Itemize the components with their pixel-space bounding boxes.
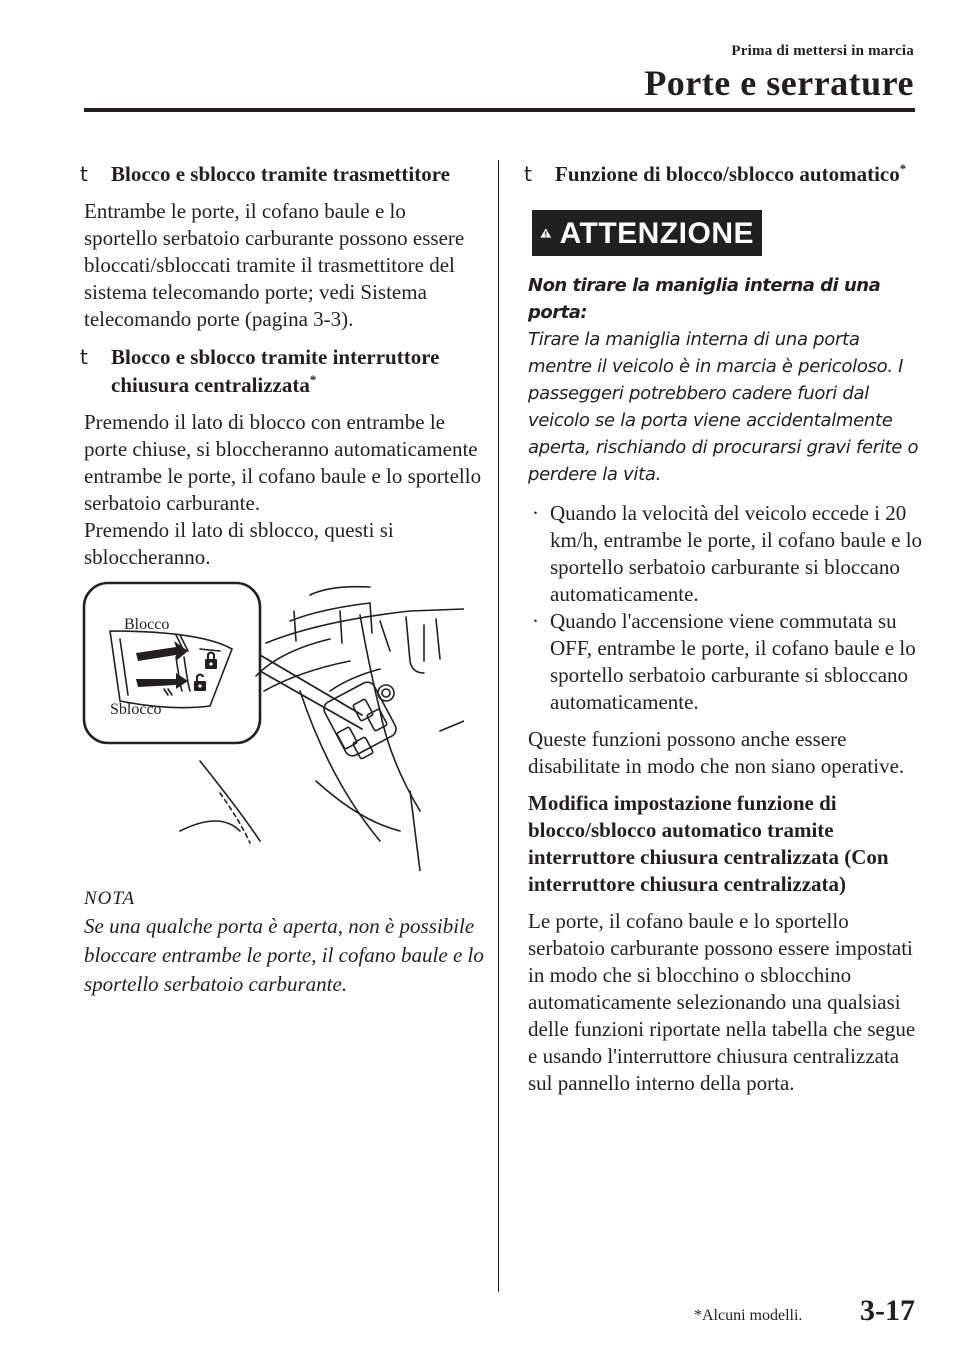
heading-marker: t — [80, 162, 88, 186]
label-lock: Blocco — [124, 616, 170, 633]
heading-marker: t — [524, 162, 532, 186]
right-column — [524, 160, 923, 1107]
warning-label: ATTENZIONE — [559, 216, 754, 250]
heading-text: Blocco e sblocco tramite trasmettitore — [111, 162, 450, 186]
paragraph-disable: Queste funzioni possono anche essere disabilitate in modo che non siano operative. — [528, 727, 905, 778]
list-item-text: Quando la velocità del veicolo eccede i 20 km/h, entrambe le porte, il cofano baule e lo sportello serbatoio carburante si bloccano automaticamente. — [550, 501, 923, 606]
header-rule — [84, 108, 915, 112]
warning-text: Tirare la maniglia interna di una porta mentre il veicolo è in marcia è pericoloso. I passeggeri potrebbero cadere fuori dal veicolo se la porta viene accidentalmente aperta, rischiando di procurarsi gravi ferite o perdere la vita. — [528, 329, 919, 485]
asterisk: * — [309, 372, 317, 387]
heading-auto-lock — [524, 160, 923, 188]
paragraph-transmitter: Entrambe le porte, il cofano baule e lo sportello serbatoio carburante possono essere bloccati/sbloccati tramite il trasmettitore del sistema telecomando porte; vedi Sistema telecomando porte (pagina 3-3). — [84, 199, 465, 331]
heading-transmitter-lock — [80, 160, 484, 188]
section-label: Prima di mettersi in marcia — [731, 43, 914, 59]
paragraph-central-unlock: Premendo il lato di sblocco, questi si sbloccheranno. — [84, 518, 394, 569]
column-divider — [498, 160, 499, 1292]
chapter-title: Porte e serrature — [644, 63, 914, 103]
bullet-list — [528, 500, 923, 716]
list-item-text: Quando l'accensione viene commutata su OFF, entrambe le porte, il cofano baule e lo sportello serbatoio carburante si sbloccano automaticamente. — [550, 609, 916, 714]
heading-text: Funzione di blocco/sblocco automatico — [555, 162, 900, 186]
warning-badge — [532, 210, 762, 256]
list-item — [528, 500, 923, 608]
bullet-dot: · — [532, 501, 539, 525]
subheading-change-setting: Modifica impostazione funzione di blocco/sblocco automatico tramite interruttore chiusura centralizzata (Con interruttore chiusura centralizzata) — [528, 791, 889, 896]
list-item — [528, 608, 923, 716]
heading-text: Blocco e sblocco tramite interruttore chiusura centralizzata — [111, 345, 440, 397]
page-number: 3-17 — [860, 1294, 915, 1327]
label-unlock: Sblocco — [110, 701, 162, 718]
paragraph-setting: Le porte, il cofano baule e lo sportello serbatoio carburante possono essere impostati in modo che si blocchino o sblocchino automaticamente selezionando una qualsiasi delle funzioni riportate nella tabella che segue e usando l'interruttore chiusura centralizzata sul pannello interno della porta. — [528, 909, 916, 1095]
paragraph-central-lock: Premendo il lato di blocco con entrambe le porte chiuse, si bloccheranno automaticamente entrambe le porte, il cofano baule e lo sportello serbatoio carburante. — [84, 410, 482, 515]
bullet-dot: · — [532, 609, 539, 633]
heading-marker: t — [80, 345, 88, 369]
note-text: Se una qualche porta è aperta, non è possibile bloccare entrambe le porte, il cofano baule e lo sportello serbatoio carburante. — [84, 914, 484, 996]
note-title: NOTA — [84, 888, 136, 909]
footnote: *Alcuni modelli. — [694, 1307, 803, 1324]
asterisk: * — [899, 161, 907, 176]
heading-central-lock — [80, 343, 484, 399]
warning-title: Non tirare la maniglia interna di una porta: — [528, 275, 881, 323]
door-switch-figure — [80, 581, 464, 871]
left-column — [80, 160, 484, 999]
warning-triangle-icon — [540, 220, 552, 246]
